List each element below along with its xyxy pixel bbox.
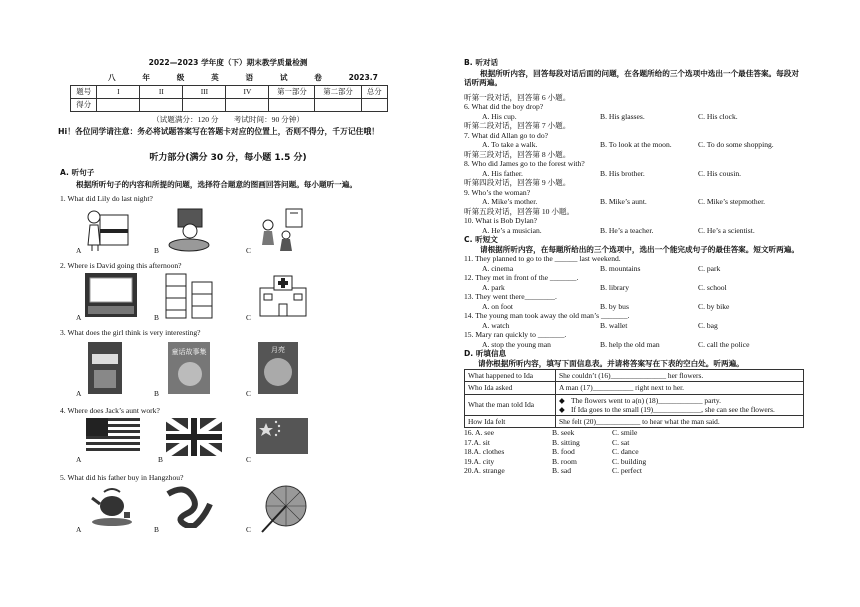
dialogue-lead-8: 听第三段对话，回答第 8 小题。: [464, 149, 571, 159]
option-label: A: [76, 524, 82, 534]
q14-option-c[interactable]: C. bag: [698, 320, 718, 330]
q10-option-c[interactable]: C. He’s a scientist.: [698, 225, 755, 235]
question-11-text: 11. They planned to go to the ______ last weekend.: [464, 254, 621, 264]
question-10-text: 10. What is Bob Dylan?: [464, 216, 538, 226]
score-cell[interactable]: [361, 99, 387, 112]
section-d-instruction: 请你根据所听内容，填写下面信息表。并请将答案写在下表的空白处。听两遍。: [478, 358, 744, 368]
q9-option-b[interactable]: B. Mike’s aunt.: [600, 197, 647, 207]
q7-option-c[interactable]: C. To do some shopping.: [698, 140, 774, 150]
q18-option-b[interactable]: B. food: [552, 447, 575, 457]
subtitle-char: 年: [142, 73, 150, 82]
info-row: [465, 394, 804, 416]
question-13-text: 13. They went there________.: [464, 292, 557, 302]
question-9-text: 9. Who’s the woman?: [464, 187, 531, 197]
question-6-text: 6. What did the boy drop?: [464, 102, 544, 112]
piano-girl-icon[interactable]: [84, 205, 134, 253]
subtitle-char: 级: [176, 73, 185, 82]
subtitle-char: 英: [211, 73, 219, 82]
score-cell: 得分: [71, 99, 97, 112]
q9-option-c[interactable]: C. Mike’s stepmother.: [698, 197, 766, 207]
q16-option-a[interactable]: 16. A. see: [464, 428, 494, 438]
section-b-title: B. 听对话: [464, 58, 499, 67]
moon-book-title: 月亮: [271, 346, 285, 354]
q13-option-c[interactable]: C. by bike: [698, 301, 730, 311]
teapot-icon[interactable]: [90, 484, 134, 528]
question-2-pictures: [58, 272, 398, 322]
q20-option-b[interactable]: B. sad: [552, 466, 571, 476]
score-table-header-row: [71, 86, 388, 99]
question-7-text: 7. What did Allan go to do?: [464, 130, 549, 140]
option-label: C: [246, 454, 251, 464]
q10-option-b[interactable]: B. He’s a teacher.: [600, 225, 654, 235]
q12-option-c[interactable]: C. school: [698, 282, 727, 292]
option-label: B: [154, 312, 159, 322]
dialogue-lead-7: 听第二段对话，回答第 7 小题。: [464, 121, 571, 131]
q11-option-b[interactable]: B. mountains: [600, 263, 641, 273]
info-row: [465, 416, 804, 428]
notice: Hi！各位同学请注意：务必将试题答案写在答题卡对应的位置上，否则不得分，千万记住哦！: [58, 127, 380, 136]
q8-option-b[interactable]: B. His brother.: [600, 168, 645, 178]
score-table: [70, 85, 388, 112]
score-cell: 题号: [71, 86, 97, 99]
info-blank-20[interactable]: She felt (20)____________ to hear what the man said.: [556, 416, 804, 428]
q8-option-c[interactable]: C. His cousin.: [698, 168, 742, 178]
listening-title: 听力部分(满分 30 分，每小题 1.5 分): [149, 153, 307, 163]
option-label: A: [76, 454, 82, 464]
q17-option-a[interactable]: 17.A. sit: [464, 437, 490, 447]
subtitle-char: 八: [108, 73, 116, 82]
score-cell[interactable]: [226, 99, 269, 112]
option-label: C: [246, 524, 251, 534]
dialogue-lead-10: 听第五段对话，回答第 10 小题。: [464, 206, 575, 216]
info-label: How Ida felt: [465, 416, 556, 428]
q12-option-b[interactable]: B. library: [600, 282, 630, 292]
q13-option-b[interactable]: B. by bus: [600, 301, 629, 311]
score-cell: II: [140, 86, 183, 99]
info-blank-17[interactable]: A man (17)___________ right next to her.: [556, 382, 804, 394]
q19-option-a[interactable]: 19.A. city: [464, 456, 495, 466]
exam-info: （试题满分：120 分 考试时间：90 分钟）: [152, 115, 304, 124]
tv-watching-icon[interactable]: [164, 205, 214, 253]
question-5: 5. What did his father buy in Hangzhou?: [60, 473, 184, 482]
q6-option-a[interactable]: A. His cup.: [482, 111, 517, 121]
bullet-icon: ◆: [559, 395, 565, 405]
question-3: 3. What does the girl think is very interesting?: [60, 328, 201, 337]
q12-option-a[interactable]: A. park: [482, 282, 505, 292]
question-15-text: 15. Mary ran quickly to _______.: [464, 330, 567, 340]
q19-option-c[interactable]: C. building: [612, 456, 647, 466]
china-flag-icon[interactable]: [256, 418, 308, 454]
info-label: What the man told Ida: [465, 394, 556, 416]
info-label: What happened to Ida: [465, 370, 556, 382]
q9-option-a[interactable]: A. Mike’s mother.: [482, 197, 538, 207]
q15-option-a[interactable]: A. stop the young man: [482, 339, 551, 349]
usa-flag-icon[interactable]: [86, 418, 140, 454]
hospital-icon[interactable]: [256, 272, 310, 318]
q14-option-b[interactable]: B. wallet: [600, 320, 628, 330]
q19-option-b[interactable]: B. room: [552, 456, 577, 466]
option-label: C: [246, 388, 251, 398]
q11-option-a[interactable]: A. cinema: [482, 263, 514, 273]
question-2: 2. Where is David going this afternoon?: [60, 261, 182, 270]
q16-option-c[interactable]: C. smile: [612, 428, 638, 438]
score-cell: I: [97, 86, 140, 99]
subtitle-char: 卷: [314, 73, 322, 82]
fairy-tale-book-title: 童话故事集: [171, 348, 207, 356]
score-cell: 总分: [361, 86, 387, 99]
q8-option-a[interactable]: A. His father.: [482, 168, 523, 178]
q18-option-a[interactable]: 18.A. clothes: [464, 447, 505, 457]
q18-option-c[interactable]: C. dance: [612, 447, 639, 457]
dialogue-lead-6: 听第一段对话，回答第 6 小题。: [464, 93, 571, 102]
q16-option-b[interactable]: B. seek: [552, 428, 575, 438]
option-label: B: [154, 524, 159, 534]
score-cell[interactable]: [183, 99, 226, 112]
exam-subtitle: [108, 73, 378, 82]
option-label: A: [76, 388, 82, 398]
q7-option-a[interactable]: A. To take a walk.: [482, 140, 538, 150]
score-cell: 第一部分: [269, 86, 315, 99]
score-cell: 第二部分: [315, 86, 361, 99]
q11-option-c[interactable]: C. park: [698, 263, 721, 273]
q14-option-a[interactable]: A. watch: [482, 320, 510, 330]
section-c-title: C. 听短文: [464, 235, 498, 245]
subtitle-char: 试: [279, 73, 288, 82]
question-4-pictures: [58, 418, 398, 464]
section-a-instruction: 根据所听句子的内容和所提的问题，选择符合题意的图画回答问题。每小题听一遍。: [76, 180, 357, 189]
info-bullets[interactable]: [556, 394, 804, 416]
question-4: 4. Where does Jack’s aunt work?: [60, 406, 160, 415]
option-label: C: [246, 312, 251, 322]
exam-title: 2022—2023 学年度（下）期末教学质量检测: [148, 58, 308, 67]
question-12-text: 12. They met in front of the _______.: [464, 273, 579, 283]
moon-book-icon[interactable]: [256, 340, 300, 396]
option-label: B: [154, 245, 159, 255]
subtitle-date: 2023.7: [348, 73, 378, 82]
dictionary-book-icon[interactable]: [86, 340, 126, 396]
silk-scarf-icon[interactable]: [164, 484, 214, 528]
q13-option-a[interactable]: A. on foot: [482, 301, 514, 311]
info-blank-19[interactable]: If Ida goes to the small (19)_____________, she can see the flowers.: [571, 404, 775, 414]
section-b-list: [464, 93, 809, 476]
q15-option-c[interactable]: C. call the police: [698, 339, 750, 349]
uk-flag-icon[interactable]: [166, 418, 222, 456]
score-cell[interactable]: [140, 99, 183, 112]
dialogue-lead-9: 听第四段对话，回答第 9 小题。: [464, 178, 571, 188]
question-14-text: 14. The young man took away the old man’s _______.: [464, 311, 630, 321]
sports-kids-icon[interactable]: [256, 205, 306, 253]
score-table-score-row: [71, 99, 388, 112]
option-label: A: [76, 312, 82, 322]
option-label: A: [76, 245, 82, 255]
score-cell[interactable]: [97, 99, 140, 112]
option-label: C: [246, 245, 251, 255]
paper-umbrella-icon[interactable]: [256, 484, 312, 534]
question-1-pictures: [58, 205, 398, 255]
info-row: [465, 382, 804, 394]
question-1: 1. What did Lily do last night?: [60, 194, 153, 203]
question-3-pictures: [58, 340, 398, 398]
bullet-icon: ◆: [559, 404, 565, 414]
section-d-title: D. 听填信息: [464, 349, 507, 359]
fairy-tale-book-icon[interactable]: [166, 340, 212, 396]
info-blank-16[interactable]: She couldn’t (16)_______________ her flowers.: [556, 370, 804, 382]
info-row: [465, 370, 804, 382]
section-b-instruction: 根据所听内容，回答每段对话后面的问题，在各题所给的三个选项中选出一个最佳答案。每段对话听两遍。: [464, 69, 799, 88]
q20-option-c[interactable]: C. perfect: [612, 466, 642, 476]
score-cell[interactable]: [315, 99, 361, 112]
section-a-title: A. 听句子: [60, 168, 95, 177]
score-cell[interactable]: [269, 99, 315, 112]
question-8-text: 8. Who did James go to the forest with?: [464, 159, 585, 169]
score-cell: III: [183, 86, 226, 99]
q17-option-c[interactable]: C. sat: [612, 437, 630, 447]
library-shelves-icon[interactable]: [164, 272, 214, 320]
q6-option-b[interactable]: B. His glasses.: [600, 111, 645, 121]
q7-option-b[interactable]: B. To look at the moon.: [600, 140, 672, 150]
q6-option-c[interactable]: C. His clock.: [698, 111, 738, 121]
q17-option-b[interactable]: B. sitting: [552, 437, 580, 447]
info-blank-18[interactable]: The flowers went to a(n) (18)____________ party.: [571, 395, 721, 405]
option-label: B: [158, 454, 163, 464]
score-cell: IV: [226, 86, 269, 99]
q15-option-b[interactable]: B. help the old man: [600, 339, 660, 349]
question-5-pictures: [58, 484, 398, 534]
subtitle-char: 语: [245, 73, 254, 82]
info-table: [464, 369, 804, 428]
info-label: Who Ida asked: [465, 382, 556, 394]
q10-option-a[interactable]: A. He’s a musician.: [482, 225, 542, 235]
section-c-instruction: 请根据所听内容，在每题所给出的三个选项中，选出一个能完成句子的最佳答案。短文听两遍。: [480, 244, 799, 254]
q20-option-a[interactable]: 20.A. strange: [464, 466, 505, 476]
option-label: B: [154, 388, 159, 398]
cinema-screen-icon[interactable]: [84, 272, 138, 318]
